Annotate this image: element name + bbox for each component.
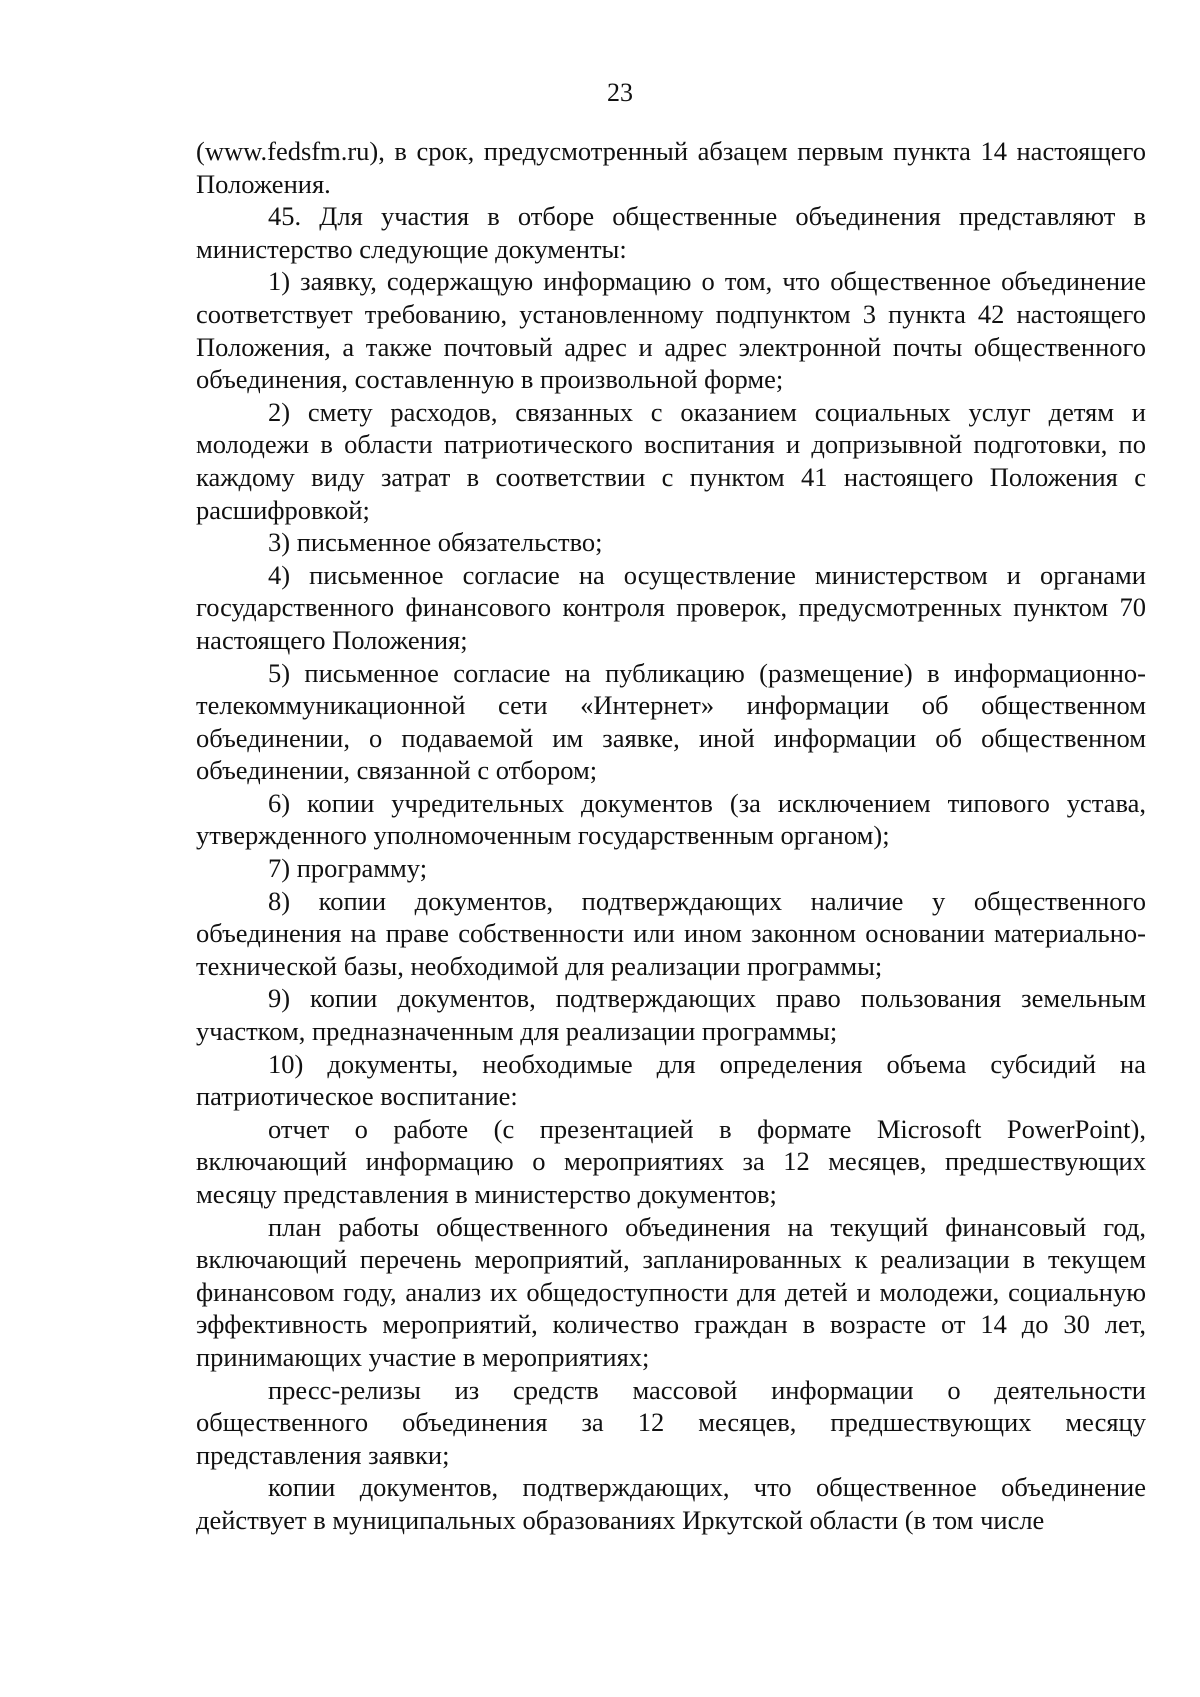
paragraph-document-copies: копии документов, подтверждающих, что общественное объединение действует в муниципальных образованиях Иркутской области (в том числе [196,1472,1146,1535]
paragraph-subitem-4: 4) письменное согласие на осуществление министерством и органами государственного финансового контроля проверок, предусмотренных пунктом 70 настоящего Положения; [196,559,1146,655]
paragraph-work-plan: план работы общественного объединения на текущий финансовый год, включающий перечень мероприятий, запланированных к реализации в текущем финансовом году, анализ их общедоступности для детей и молодежи, социальную эффективность мероприятий, количество граждан в возрасте от 14 до 30 лет, принимающих участие в мероприятиях; [196,1211,1146,1372]
paragraph-press-releases: пресс-релизы из средств массовой информации о деятельности общественного объединения за 12 месяцев, предшествующих месяцу представления заявки; [196,1374,1146,1470]
paragraph-report: отчет о работе (с презентацией в формате Microsoft PowerPoint), включающий информацию о мероприятиях за 12 месяцев, предшествующих месяцу представления в министерство документов; [196,1113,1146,1209]
paragraph-subitem-3: 3) письменное обязательство; [268,527,603,558]
paragraph-subitem-8: 8) копии документов, подтверждающих наличие у общественного объединения на праве собственности или ином законном основании материально-технической базы, необходимой для реализации программы; [196,885,1146,981]
paragraph-subitem-7: 7) программу; [268,853,428,884]
paragraph-subitem-10: 10) документы, необходимые для определения объема субсидий на патриотическое воспитание: [196,1048,1146,1112]
paragraph-subitem-9: 9) копии документов, подтверждающих право пользования земельным участком, предназначенным для реализации программы; [196,983,1146,1047]
paragraph-continuation: (www.fedsfm.ru), в срок, предусмотренный абзацем первым пункта 14 настоящего Положения. [196,136,1146,199]
paragraph-item-45: 45. Для участия в отборе общественные объединения представляют в министерство следующие документы: [196,201,1146,264]
document-body [196,135,1146,1537]
paragraph-subitem-1: 1) заявку, содержащую информацию о том, что общественное объединение соответствует требованию, установленному подпунктом 3 пункта 42 настоящего Положения, а также почтовый адрес и адрес электронной почты общественного объединения, составленную в произвольной форме; [196,266,1146,395]
page-number: 23 [607,78,633,107]
paragraph-subitem-5: 5) письменное согласие на публикацию (размещение) в информационно-телекоммуникационной сети «Интернет» информации об общественном объединении, о подаваемой им заявке, иной информации об общественном объединении, связанной с отбором; [196,657,1146,786]
paragraph-subitem-2: 2) смету расходов, связанных с оказанием социальных услуг детям и молодежи в области патриотического воспитания и допризывной подготовки, по каждому виду затрат в соответствии с пунктом 41 настоящего Положения с расшифровкой; [196,396,1146,525]
paragraph-subitem-6: 6) копии учредительных документов (за исключением типового устава, утвержденного уполномоченным государственным органом); [196,787,1146,851]
